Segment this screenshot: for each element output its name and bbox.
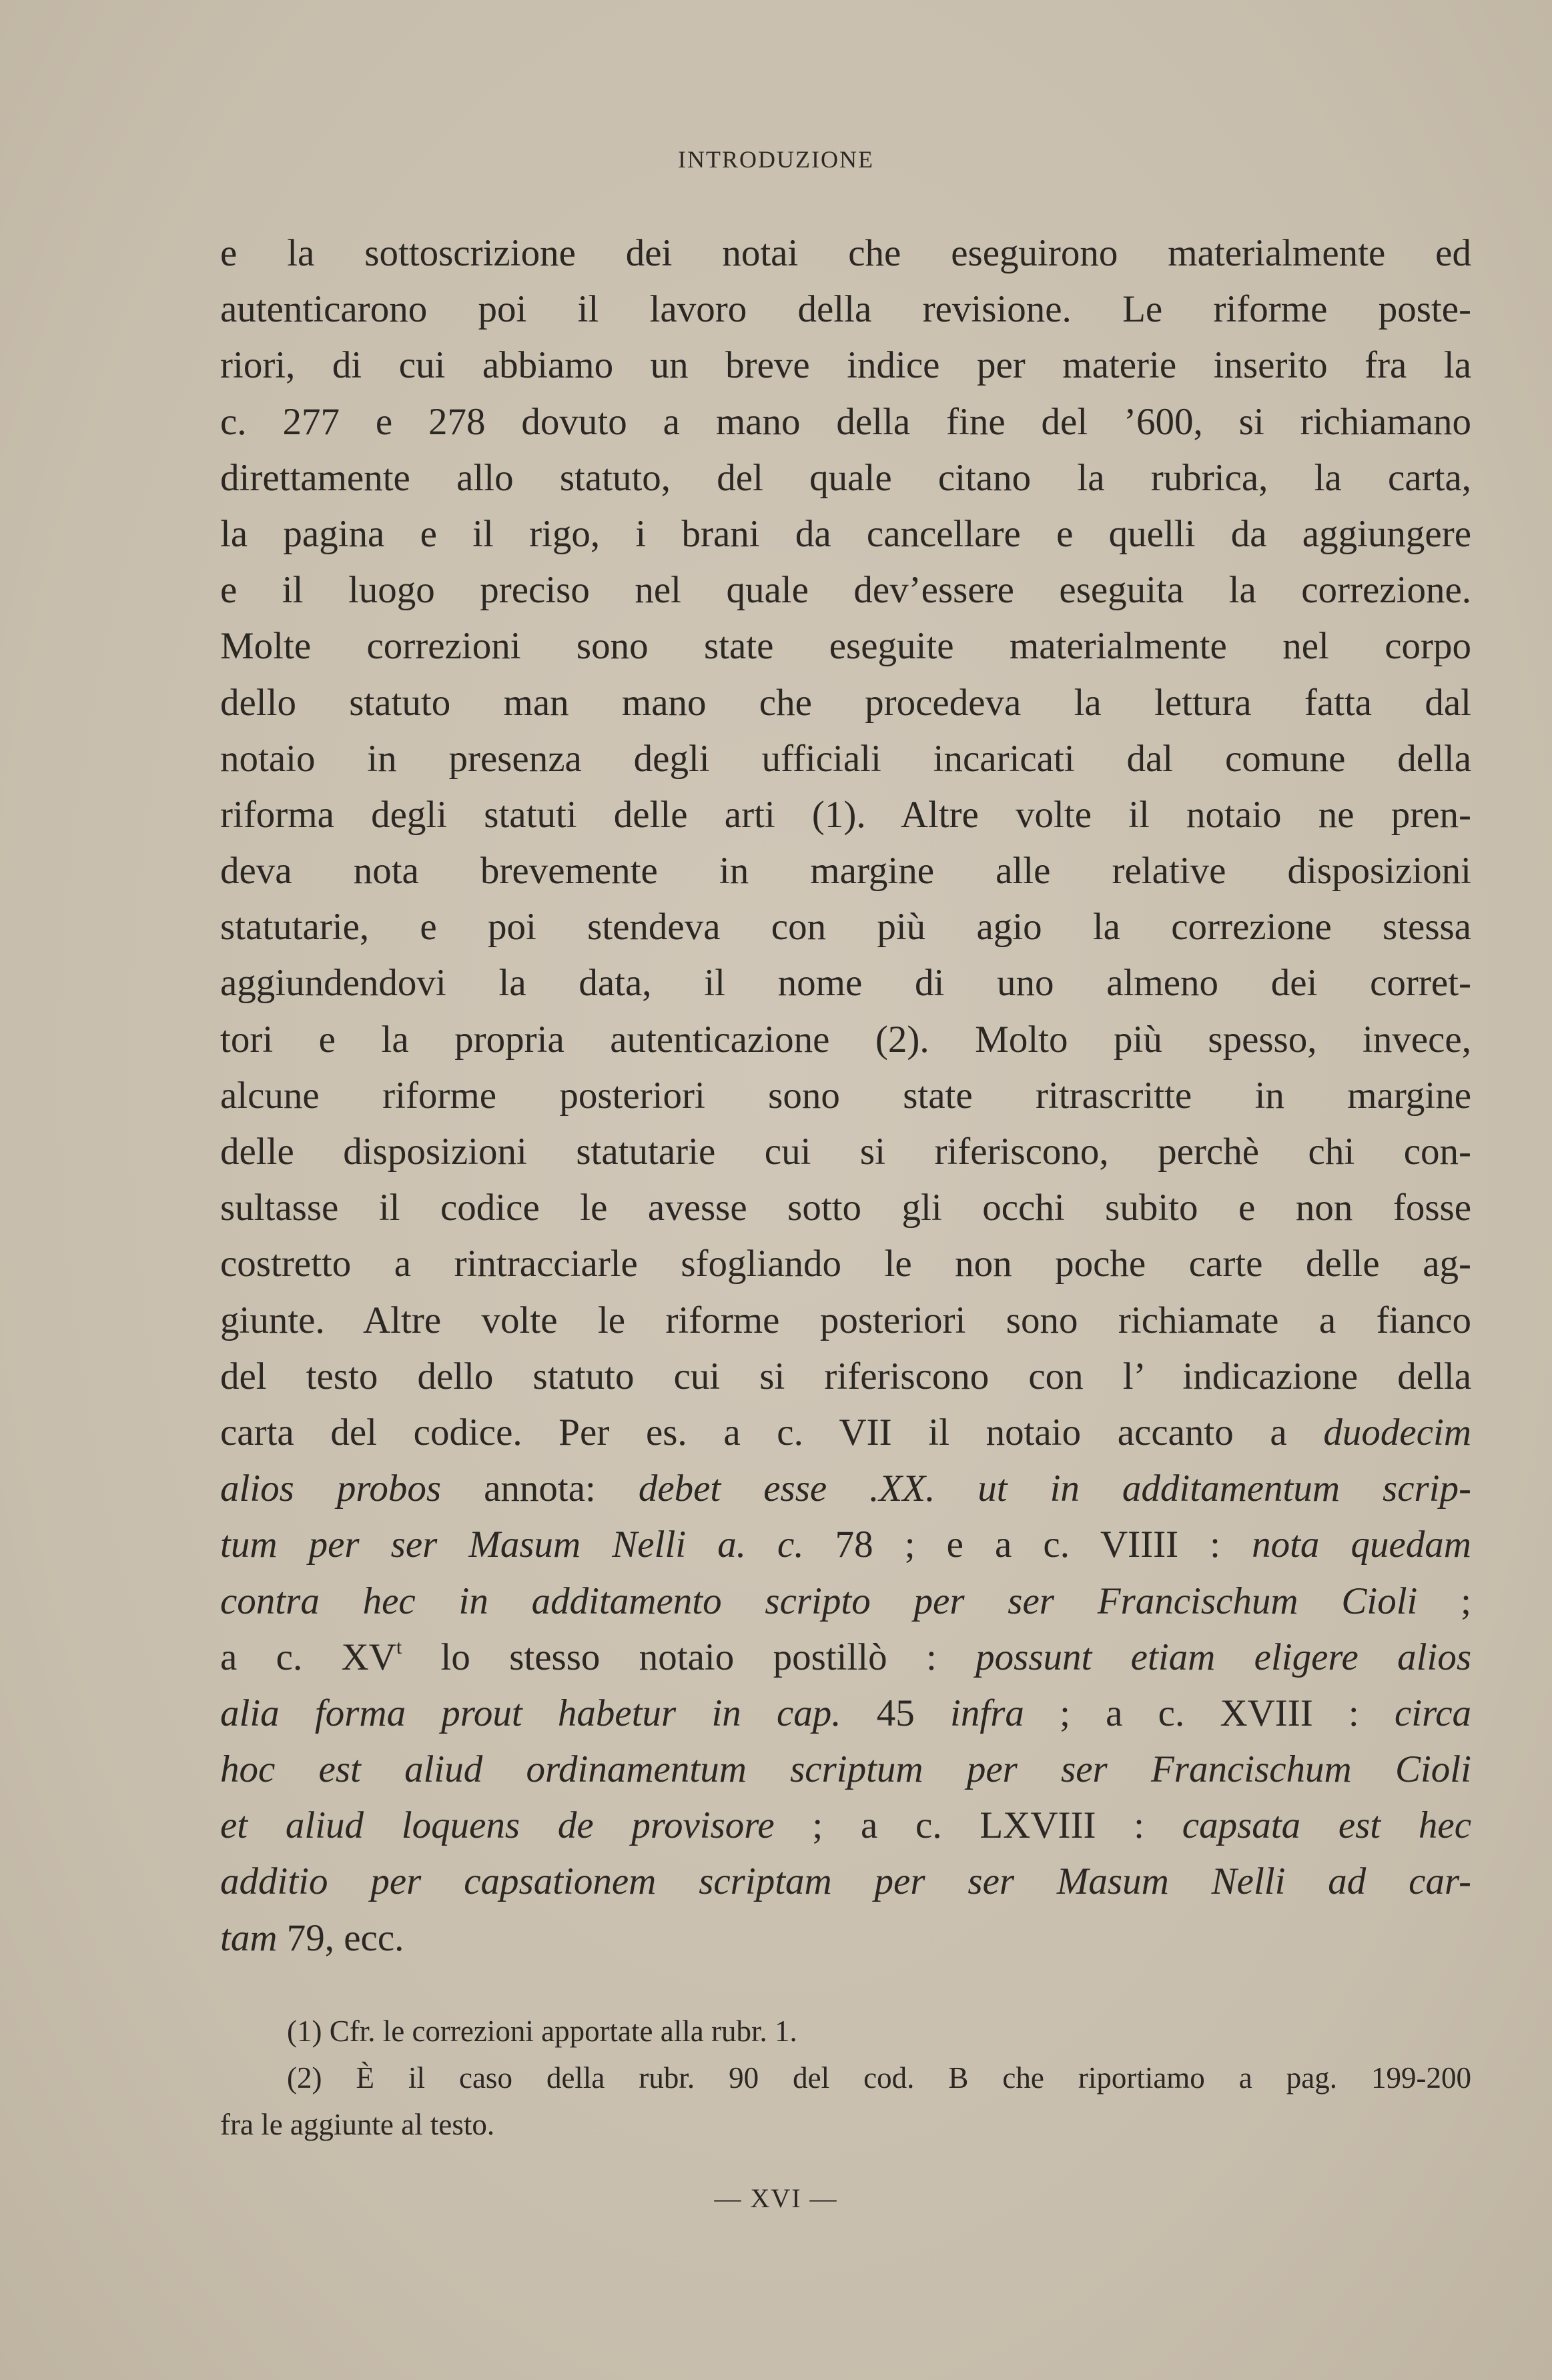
italic-text: alia forma prout habetur in cap.: [220, 1692, 841, 1734]
italic-text: debet esse .XX. ut in additamentum scrip-: [638, 1467, 1472, 1510]
text-run: ;: [1417, 1580, 1472, 1622]
text-line: [220, 1180, 1471, 1236]
text-line: [220, 450, 1471, 506]
italic-text: additio per capsationem scriptam per ser Masum Nelli ad car-: [220, 1860, 1471, 1903]
text-line: [220, 1517, 1471, 1573]
text-run: c. 277 e 278 dovuto a mano della fine del ’600, si richiamano: [220, 400, 1471, 443]
italic-text: possunt etiam eligere alios: [976, 1636, 1471, 1678]
text-run: a c. XV: [220, 1636, 396, 1678]
italic-text: circa: [1395, 1692, 1472, 1734]
footnotes: [220, 2008, 1471, 2148]
italic-text: capsata est hec: [1182, 1804, 1471, 1847]
text-run: ; a c. LXVIII :: [774, 1804, 1182, 1847]
text-run: 78 ; e a c. VIIII :: [803, 1524, 1252, 1566]
text-run: (2) È il caso della rubr. 90 del cod.: [287, 2061, 949, 2095]
text-line: [220, 338, 1471, 394]
footnote-line: [220, 2008, 1471, 2054]
text-line: [220, 843, 1471, 899]
italic-text: nota quedam: [1252, 1524, 1471, 1566]
text-line: [220, 1012, 1471, 1068]
running-title: INTRODUZIONE: [678, 146, 874, 173]
text-run: (1) Cfr. le correzioni apportate alla rubr. 1.: [287, 2014, 797, 2048]
italic-text: et aliud loquens de provisore: [220, 1804, 775, 1847]
italic-text: B: [948, 2061, 969, 2095]
text-run: sultasse il codice le avesse sotto gli occhi subito e non fosse: [220, 1187, 1471, 1229]
text-line: [220, 506, 1471, 562]
text-run: statutarie, e poi stendeva con più agio la correzione stessa: [220, 906, 1471, 949]
text-run: tori e la propria autenticazione (2). Molto più spesso, invece,: [220, 1018, 1471, 1061]
italic-text: infra: [950, 1692, 1024, 1734]
text-line: [220, 281, 1471, 338]
page-number: — XVI —: [714, 2183, 838, 2213]
text-run: ; a c. XVIII :: [1024, 1692, 1395, 1734]
text-run: delle disposizioni statutarie cui si riferiscono, perchè chi con-: [220, 1131, 1471, 1173]
text-line: [220, 1742, 1471, 1798]
text-line: [220, 1910, 1471, 1966]
text-run: deva nota brevemente in margine alle relative disposizioni: [220, 850, 1471, 892]
text-run: dello statuto man mano che procedeva la lettura fatta dal: [220, 681, 1471, 724]
text-run: riori, di cui abbiamo un breve indice per materie inserito fra la: [220, 344, 1471, 387]
text-run: fra le aggiunte al testo.: [220, 2108, 495, 2141]
text-run: la pagina e il rigo, i brani da cancellare e quelli da aggiungere: [220, 512, 1471, 555]
text-run: 45: [841, 1692, 951, 1734]
text-run: e la sottoscrizione dei notai che eseguirono materialmente ed: [220, 232, 1471, 274]
footnote-line: [220, 2101, 1471, 2148]
italic-text: alios probos: [220, 1467, 442, 1510]
text-run: alcune riforme posteriori sono state ritrascritte in margine: [220, 1074, 1471, 1117]
body-text: [220, 225, 1471, 1966]
text-run: direttamente allo statuto, del quale citano la rubrica, la carta,: [220, 456, 1471, 499]
text-line: [220, 618, 1471, 674]
text-line: [220, 1854, 1471, 1910]
italic-text: tum per ser Masum Nelli a. c.: [220, 1524, 804, 1566]
text-line: [220, 1236, 1471, 1292]
text-line: [220, 1461, 1471, 1517]
text-run: che riportiamo a pag. 199-200: [968, 2061, 1472, 2095]
text-line: [220, 899, 1471, 955]
text-run: costretto a rintracciarle sfogliando le non poche carte delle ag-: [220, 1243, 1471, 1285]
text-line: [220, 1686, 1471, 1742]
text-run: carta del codice. Per es. a c. VII il notaio accanto a: [220, 1411, 1324, 1453]
text-run: e il luogo preciso nel quale dev’essere eseguita la correzione.: [220, 569, 1471, 612]
italic-text: duodecim: [1323, 1411, 1471, 1453]
text-line: [220, 1293, 1471, 1349]
text-line: [220, 1405, 1471, 1461]
text-run: notaio in presenza degli ufficiali incaricati dal comune della: [220, 737, 1471, 780]
text-line: [220, 225, 1471, 281]
text-line: [220, 731, 1471, 787]
italic-text: hoc est aliud ordinamentum scriptum per ser Francischum Cioli: [220, 1748, 1471, 1791]
text-line: [220, 1574, 1471, 1630]
text-run: lo stesso notaio postillò :: [402, 1636, 976, 1678]
text-line: [220, 1630, 1471, 1686]
text-line: [220, 1124, 1471, 1180]
text-run: giunte. Altre volte le riforme posteriori sono richiamate a fianco: [220, 1299, 1471, 1341]
text-run: del testo dello statuto cui si riferiscono con l’ indicazione della: [220, 1355, 1471, 1397]
text-line: [220, 1349, 1471, 1405]
text-run: riforma degli statuti delle arti (1). Altre volte il notaio ne pren-: [220, 793, 1471, 836]
text-line: [220, 394, 1471, 450]
text-run: annota:: [441, 1467, 639, 1510]
superscript: t: [396, 1636, 402, 1658]
italic-text: tam: [220, 1916, 278, 1959]
text-run: 79, ecc.: [277, 1916, 404, 1959]
text-run: aggiundendovi la data, il nome di uno almeno dei corret-: [220, 962, 1471, 1005]
italic-text: contra hec in additamento scripto per ser Francischum Cioli: [220, 1580, 1418, 1622]
footnote-line: [220, 2054, 1471, 2101]
text-line: [220, 1068, 1471, 1124]
text-run: Molte correzioni sono state eseguite materialmente nel corpo: [220, 625, 1471, 668]
text-line: [220, 675, 1471, 731]
text-line: [220, 955, 1471, 1011]
text-line: [220, 562, 1471, 618]
text-line: [220, 787, 1471, 843]
text-run: autenticarono poi il lavoro della revisione. Le riforme poste-: [220, 288, 1471, 331]
text-line: [220, 1798, 1471, 1854]
